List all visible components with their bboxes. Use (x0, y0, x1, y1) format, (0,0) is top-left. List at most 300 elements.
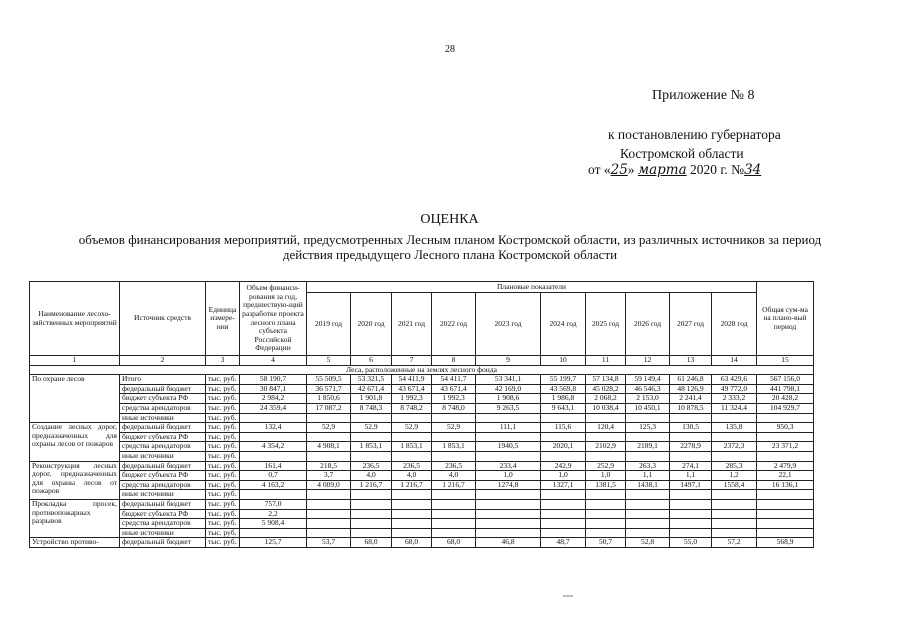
year-value-cell: 1 992,3 (432, 394, 476, 404)
volume-cell: 2,2 (240, 509, 307, 519)
year-value-cell (626, 499, 670, 509)
year-value-cell (586, 451, 626, 461)
table-row (30, 471, 814, 481)
year-value-cell: 50,7 (586, 538, 626, 548)
volume-cell (240, 413, 307, 423)
unit-cell: тыс. руб. (206, 538, 240, 548)
year-value-cell: 2278,9 (670, 442, 712, 452)
year-value-cell (670, 499, 712, 509)
year-value-cell (392, 451, 432, 461)
year-value-cell (476, 499, 541, 509)
appendix-label: Приложение № 8 (652, 88, 755, 103)
year-value-cell: 52,9 (432, 423, 476, 433)
source-cell: бюджет субъекта РФ (120, 509, 206, 519)
total-cell: 950,3 (757, 423, 814, 433)
year-value-cell: 1327,1 (541, 480, 586, 490)
unit-cell: тыс. руб. (206, 442, 240, 452)
year-value-cell (670, 413, 712, 423)
year-value-cell: 9 643,1 (541, 403, 586, 413)
year-value-cell: 9 263,5 (476, 403, 541, 413)
year-value-cell: 2 241,4 (670, 394, 712, 404)
year-value-cell: 111,1 (476, 423, 541, 433)
year-value-cell: 4,0 (392, 471, 432, 481)
year-value-cell (432, 519, 476, 529)
header-year: 2025 год (586, 293, 626, 356)
year-value-cell: 125,3 (626, 423, 670, 433)
table-row (30, 509, 814, 519)
column-number: 7 (392, 356, 432, 366)
year-value-cell (712, 499, 757, 509)
year-value-cell: 1438,1 (626, 480, 670, 490)
year-value-cell: 10 450,1 (626, 403, 670, 413)
year-value-cell: 52,9 (351, 423, 392, 433)
year-value-cell: 242,9 (541, 461, 586, 471)
volume-cell: 4 163,2 (240, 480, 307, 490)
year-value-cell (712, 413, 757, 423)
year-value-cell (307, 499, 351, 509)
column-number: 15 (757, 356, 814, 366)
year-value-cell: 52,9 (392, 423, 432, 433)
header-volume: Объем финанси-рования за год, предшествую-щий разработке проекта лесного плана субъекта Российской Федерации (240, 282, 307, 356)
year-value-cell: 120,4 (586, 423, 626, 433)
year-value-cell: 1,1 (670, 471, 712, 481)
year-value-cell (626, 519, 670, 529)
year-value-cell: 1 853,1 (432, 442, 476, 452)
year-value-cell: 68,0 (432, 538, 476, 548)
decree-line-2: Костромской области (620, 146, 744, 161)
year-value-cell (432, 509, 476, 519)
year-value-cell: 53,7 (307, 538, 351, 548)
pen-mark (563, 595, 573, 597)
decree-day: 25 (610, 162, 628, 178)
unit-cell: тыс. руб. (206, 461, 240, 471)
year-value-cell: 115,6 (541, 423, 586, 433)
year-value-cell: 1,0 (586, 471, 626, 481)
year-value-cell (586, 490, 626, 500)
year-value-cell (541, 499, 586, 509)
year-value-cell: 252,9 (586, 461, 626, 471)
year-value-cell (626, 451, 670, 461)
year-value-cell (670, 528, 712, 538)
year-value-cell: 233,4 (476, 461, 541, 471)
year-value-cell (670, 451, 712, 461)
table-row (30, 384, 814, 394)
year-value-cell: 68,0 (351, 538, 392, 548)
year-value-cell: 46 546,3 (626, 384, 670, 394)
year-value-cell (586, 509, 626, 519)
year-value-cell (670, 432, 712, 442)
year-value-cell: 10 038,4 (586, 403, 626, 413)
year-value-cell (712, 519, 757, 529)
year-value-cell: 52,9 (307, 423, 351, 433)
volume-cell (240, 528, 307, 538)
year-value-cell: 42 671,4 (351, 384, 392, 394)
activity-name: Создание лесных дорог, предназначенных для охраны лесов от пожаров (30, 423, 120, 461)
unit-cell: тыс. руб. (206, 384, 240, 394)
year-value-cell: 11 324,4 (712, 403, 757, 413)
unit-cell: тыс. руб. (206, 432, 240, 442)
year-value-cell (541, 509, 586, 519)
total-cell: 22,1 (757, 471, 814, 481)
year-value-cell: 42 169,0 (476, 384, 541, 394)
year-value-cell (351, 413, 392, 423)
source-cell: федеральный бюджет (120, 461, 206, 471)
total-cell: 567 156,0 (757, 375, 814, 385)
year-value-cell: 43 671,4 (432, 384, 476, 394)
year-value-cell: 2189,1 (626, 442, 670, 452)
header-year: 2022 год (432, 293, 476, 356)
year-value-cell: 43 671,4 (392, 384, 432, 394)
year-value-cell: 1 986,8 (541, 394, 586, 404)
year-value-cell (670, 509, 712, 519)
year-value-cell (392, 509, 432, 519)
page-number: 28 (445, 44, 455, 55)
year-value-cell (432, 413, 476, 423)
source-cell: иные источники (120, 490, 206, 500)
volume-cell: 161,4 (240, 461, 307, 471)
year-value-cell: 1 901,8 (351, 394, 392, 404)
year-value-cell: 10 878,5 (670, 403, 712, 413)
total-cell (757, 509, 814, 519)
decree-month: марта (637, 162, 687, 178)
header-source: Источник средств (120, 282, 206, 356)
year-value-cell (712, 451, 757, 461)
year-value-cell (476, 528, 541, 538)
total-cell: 16 136,1 (757, 480, 814, 490)
year-value-cell: 55,0 (670, 538, 712, 548)
header-year: 2027 год (670, 293, 712, 356)
volume-cell: 24 359,4 (240, 403, 307, 413)
header-year: 2026 год (626, 293, 670, 356)
year-value-cell (432, 528, 476, 538)
table-row (30, 413, 814, 423)
header-activity: Наименование лесохо-зяйственных мероприятий (30, 282, 120, 356)
year-value-cell: 1 992,3 (392, 394, 432, 404)
column-number: 9 (476, 356, 541, 366)
year-value-cell: 2 153,0 (626, 394, 670, 404)
source-cell: федеральный бюджет (120, 538, 206, 548)
activity-name: Устройство противо- (30, 538, 120, 548)
year-value-cell (541, 519, 586, 529)
volume-cell: 5 908,4 (240, 519, 307, 529)
year-value-cell: 2 333,2 (712, 394, 757, 404)
source-cell: бюджет субъекта РФ (120, 471, 206, 481)
source-cell: иные источники (120, 528, 206, 538)
header-planned: Плановые показатели (307, 282, 757, 293)
year-value-cell (392, 519, 432, 529)
source-cell: федеральный бюджет (120, 423, 206, 433)
volume-cell: 0,7 (240, 471, 307, 481)
year-value-cell: 68,0 (392, 538, 432, 548)
unit-cell: тыс. руб. (206, 519, 240, 529)
total-cell: 568,9 (757, 538, 814, 548)
year-value-cell (541, 432, 586, 442)
header-year: 2028 год (712, 293, 757, 356)
year-value-cell: 2 068,2 (586, 394, 626, 404)
source-cell: федеральный бюджет (120, 499, 206, 509)
volume-cell: 132,4 (240, 423, 307, 433)
year-value-cell: 61 246,8 (670, 375, 712, 385)
table-row (30, 394, 814, 404)
year-value-cell (432, 499, 476, 509)
column-number: 11 (586, 356, 626, 366)
year-value-cell: 17 087,2 (307, 403, 351, 413)
column-number: 12 (626, 356, 670, 366)
table-row (30, 538, 814, 548)
unit-cell: тыс. руб. (206, 394, 240, 404)
activity-name: Прокладка просек, противопожарных разрывов (30, 499, 120, 537)
header-unit: Единица измере-ния (206, 282, 240, 356)
table-row (30, 451, 814, 461)
year-value-cell (351, 451, 392, 461)
volume-cell: 2 984,2 (240, 394, 307, 404)
column-number: 10 (541, 356, 586, 366)
header-year: 2020 год (351, 293, 392, 356)
year-value-cell (392, 499, 432, 509)
volume-cell: 757,0 (240, 499, 307, 509)
year-value-cell (476, 490, 541, 500)
year-value-cell (626, 432, 670, 442)
source-cell: средства арендаторов (120, 442, 206, 452)
year-value-cell: 2020,1 (541, 442, 586, 452)
year-value-cell (351, 432, 392, 442)
year-value-cell: 1 216,7 (351, 480, 392, 490)
year-value-cell: 49 772,0 (712, 384, 757, 394)
year-value-cell (541, 528, 586, 538)
year-value-cell: 3,7 (307, 471, 351, 481)
unit-cell: тыс. руб. (206, 509, 240, 519)
year-value-cell: 4 009,0 (307, 480, 351, 490)
year-value-cell: 53 321,5 (351, 375, 392, 385)
total-cell (757, 528, 814, 538)
year-value-cell: 59 149,4 (626, 375, 670, 385)
year-value-cell (626, 413, 670, 423)
unit-cell: тыс. руб. (206, 528, 240, 538)
year-value-cell (351, 499, 392, 509)
year-value-cell: 2102,9 (586, 442, 626, 452)
column-number: 6 (351, 356, 392, 366)
year-value-cell: 236,5 (432, 461, 476, 471)
table-row (30, 432, 814, 442)
year-value-cell: 55 509,5 (307, 375, 351, 385)
year-value-cell: 52,8 (626, 538, 670, 548)
source-cell: средства арендаторов (120, 403, 206, 413)
year-value-cell (586, 519, 626, 529)
year-value-cell (392, 432, 432, 442)
source-cell: иные источники (120, 451, 206, 461)
activity-name: Реконструкция лесных дорог, предназначенных для охраны лесов от пожаров (30, 461, 120, 499)
year-value-cell (712, 490, 757, 500)
year-value-cell (476, 509, 541, 519)
table-row (30, 480, 814, 490)
year-value-cell: 1940,5 (476, 442, 541, 452)
year-value-cell (670, 519, 712, 529)
year-value-cell (307, 413, 351, 423)
decree-mid: » (627, 162, 635, 177)
year-value-cell (392, 490, 432, 500)
year-value-cell: 1 850,6 (307, 394, 351, 404)
financing-table (29, 281, 814, 548)
year-value-cell: 285,3 (712, 461, 757, 471)
total-cell (757, 490, 814, 500)
year-value-cell: 2372,3 (712, 442, 757, 452)
year-value-cell: 8 748,2 (392, 403, 432, 413)
year-value-cell: 4,0 (432, 471, 476, 481)
year-value-cell (351, 528, 392, 538)
year-value-cell (476, 432, 541, 442)
year-value-cell (541, 451, 586, 461)
year-value-cell (626, 490, 670, 500)
decree-line-1: к постановлению губернатора (608, 127, 781, 142)
header-year: 2024 год (541, 293, 586, 356)
year-value-cell (476, 519, 541, 529)
table-row (30, 403, 814, 413)
unit-cell: тыс. руб. (206, 490, 240, 500)
unit-cell: тыс. руб. (206, 480, 240, 490)
document-subtitle: объемов финансирования мероприятий, предусмотренных Лесным планом Костромской области, из различных источников за период действия предыдущего Лесного плана Костромской области (78, 232, 822, 262)
year-value-cell: 4 908,1 (307, 442, 351, 452)
table-row (30, 490, 814, 500)
year-value-cell (392, 413, 432, 423)
column-number: 14 (712, 356, 757, 366)
year-value-cell (670, 490, 712, 500)
total-cell: 104 929,7 (757, 403, 814, 413)
unit-cell: тыс. руб. (206, 451, 240, 461)
year-value-cell: 1,0 (541, 471, 586, 481)
year-value-cell: 8 748,3 (351, 403, 392, 413)
year-value-cell: 55 199,7 (541, 375, 586, 385)
header-year: 2019 год (307, 293, 351, 356)
document-title: ОЦЕНКА (420, 212, 479, 227)
year-value-cell: 236,5 (351, 461, 392, 471)
total-cell: 2 479,9 (757, 461, 814, 471)
year-value-cell (626, 509, 670, 519)
decree-prefix: от « (588, 162, 611, 177)
source-cell: средства арендаторов (120, 519, 206, 529)
total-cell (757, 432, 814, 442)
year-value-cell: 45 028,2 (586, 384, 626, 394)
year-value-cell: 1 216,7 (432, 480, 476, 490)
source-cell: бюджет субъекта РФ (120, 394, 206, 404)
source-cell: бюджет субъекта РФ (120, 432, 206, 442)
total-cell: 20 428,2 (757, 394, 814, 404)
year-value-cell (432, 451, 476, 461)
year-value-cell: 43 569,8 (541, 384, 586, 394)
table-row (30, 499, 814, 509)
year-value-cell (307, 451, 351, 461)
year-value-cell (626, 528, 670, 538)
header-total: Общая сум-ма на плано-вый период (757, 282, 814, 356)
total-cell (757, 413, 814, 423)
year-value-cell: 1,1 (626, 471, 670, 481)
total-cell (757, 451, 814, 461)
year-value-cell: 4,0 (351, 471, 392, 481)
year-value-cell: 135,8 (712, 423, 757, 433)
year-value-cell (432, 490, 476, 500)
unit-cell: тыс. руб. (206, 499, 240, 509)
volume-cell: 58 190,7 (240, 375, 307, 385)
year-value-cell: 263,3 (626, 461, 670, 471)
year-value-cell: 1497,1 (670, 480, 712, 490)
decree-date-line (588, 162, 761, 178)
year-value-cell: 1 853,1 (351, 442, 392, 452)
section-title: Леса, расположенные на землях лесного фонда (30, 365, 814, 375)
header-year: 2023 год (476, 293, 541, 356)
year-value-cell (392, 528, 432, 538)
year-value-cell (586, 528, 626, 538)
year-value-cell (476, 413, 541, 423)
year-value-cell: 1 216,7 (392, 480, 432, 490)
total-cell: 23 371,2 (757, 442, 814, 452)
volume-cell (240, 451, 307, 461)
year-value-cell (586, 499, 626, 509)
unit-cell: тыс. руб. (206, 471, 240, 481)
year-value-cell (307, 528, 351, 538)
year-value-cell: 48 126,9 (670, 384, 712, 394)
year-value-cell (712, 509, 757, 519)
total-cell (757, 499, 814, 509)
year-value-cell: 63 429,6 (712, 375, 757, 385)
table-row (30, 519, 814, 529)
unit-cell: тыс. руб. (206, 423, 240, 433)
year-value-cell (476, 451, 541, 461)
year-value-cell: 1381,5 (586, 480, 626, 490)
year-value-cell: 1 908,6 (476, 394, 541, 404)
year-value-cell: 8 748,0 (432, 403, 476, 413)
year-value-cell: 36 571,7 (307, 384, 351, 394)
total-cell (757, 519, 814, 529)
volume-cell: 30 847,1 (240, 384, 307, 394)
year-value-cell (541, 413, 586, 423)
column-number: 2 (120, 356, 206, 366)
unit-cell: тыс. руб. (206, 413, 240, 423)
column-number: 3 (206, 356, 240, 366)
table-row (30, 461, 814, 471)
year-value-cell: 1,0 (476, 471, 541, 481)
year-value-cell: 57,2 (712, 538, 757, 548)
year-value-cell (307, 432, 351, 442)
year-value-cell (586, 432, 626, 442)
year-value-cell (586, 413, 626, 423)
year-value-cell: 1274,8 (476, 480, 541, 490)
unit-cell: тыс. руб. (206, 403, 240, 413)
year-value-cell (351, 490, 392, 500)
year-value-cell: 236,5 (392, 461, 432, 471)
table-row (30, 375, 814, 385)
year-value-cell (712, 432, 757, 442)
year-value-cell: 54 411,9 (392, 375, 432, 385)
year-value-cell: 48,7 (541, 538, 586, 548)
table-row (30, 528, 814, 538)
year-value-cell (351, 519, 392, 529)
source-cell: средства арендаторов (120, 480, 206, 490)
source-cell: федеральный бюджет (120, 384, 206, 394)
unit-cell: тыс. руб. (206, 375, 240, 385)
year-value-cell: 218,5 (307, 461, 351, 471)
source-cell: иные источники (120, 413, 206, 423)
column-number: 4 (240, 356, 307, 366)
column-number: 5 (307, 356, 351, 366)
year-value-cell: 274,1 (670, 461, 712, 471)
header-year: 2021 год (392, 293, 432, 356)
volume-cell (240, 432, 307, 442)
total-cell: 441 798,1 (757, 384, 814, 394)
source-cell: Итого (120, 375, 206, 385)
year-value-cell: 130,5 (670, 423, 712, 433)
decree-year: 2020 г. № (690, 162, 745, 177)
year-value-cell (432, 432, 476, 442)
year-value-cell: 54 411,7 (432, 375, 476, 385)
